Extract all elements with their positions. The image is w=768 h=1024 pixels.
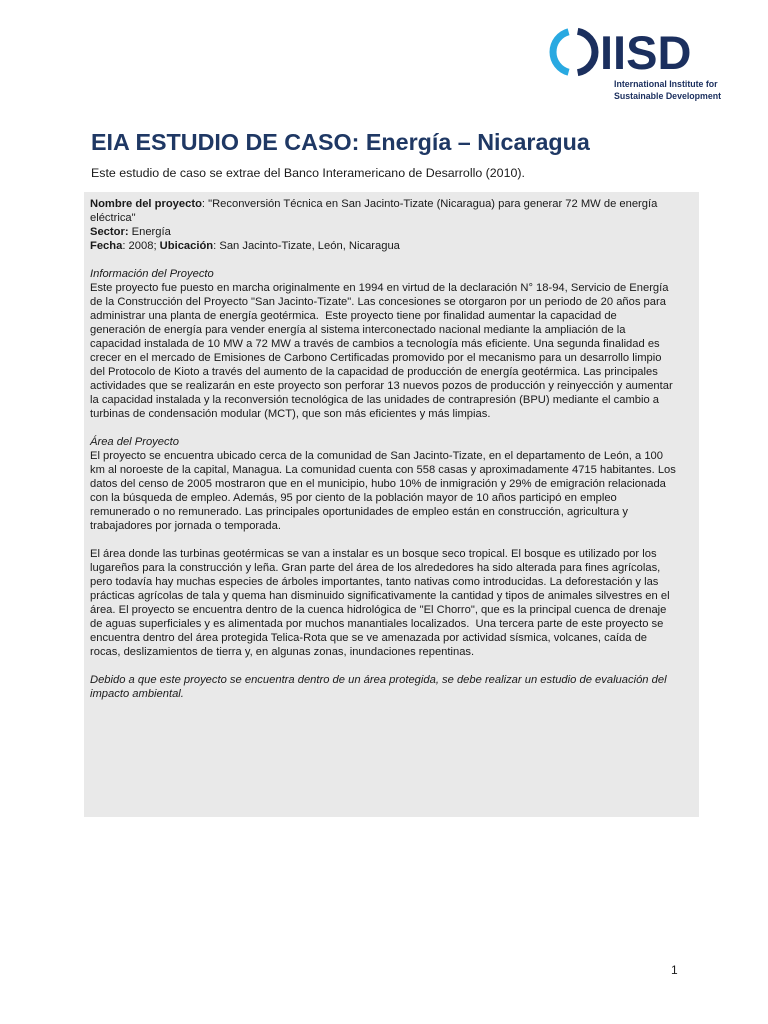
info-section-heading: Información del Proyecto [90,268,214,280]
logo-full-name [614,78,721,102]
area-paragraph-1-line: con la búsqueda de empleo. Además, 95 por ciento de la población mayor de 10 años participó en empleo [90,492,617,504]
info-paragraph-line: administrar una planta de energía geotérmica. Este proyecto tiene por finalidad aumentar la capacidad de [90,310,617,322]
page-number: 1 [671,963,678,977]
logo-ring-blue-arc [553,32,569,73]
area-paragraph-2-line: de aguas superficiales y es alimentada por muchos manantiales localizados. Una tercera parte de este proyecto se [90,618,664,630]
date-location-line [90,239,699,253]
info-paragraph-line: generación de energía para vender energía al sistema interconectado nacional mediante la ampliación de la [90,324,626,336]
location-label: Ubicación [159,240,214,252]
area-paragraph-2-line: área. El proyecto se encuentra dentro de la cuenca hidrológica de "El Chorro", que es la principal cuenca de drenaje [90,604,667,616]
project-name-value: : "Reconversión Técnica en San Jacinto-Tizate (Nicaragua) para generar 72 MW de energía [201,198,658,210]
case-study-box [84,192,699,817]
area-paragraph-1-line: trabajadores por jornada o temporada. [90,520,281,532]
blank-line [90,533,699,547]
blank-line [90,659,699,673]
blank-line [90,421,699,435]
iisd-logo [0,0,768,110]
info-paragraph-line: turbinas de condensación modular (MCT), que son más eficientes y más limpias. [90,408,491,420]
page-title: EIA ESTUDIO DE CASO: Energía – Nicaragua [91,129,590,155]
date-label: Fecha [90,240,123,252]
project-name-label: Nombre del proyecto [90,198,202,210]
area-paragraph-1-line: km al noroeste de la capital, Managua. La comunidad cuenta con 558 casas y aproximadamente 4715 habitantes. Los [90,464,676,476]
info-paragraph-line: capacidad instalada de 10 MW a 72 MW a través de cambios a tecnología más eficiente. Una segunda finalidad es [90,338,660,350]
logo-name-line-1: International Institute for [614,79,718,89]
logo-ring-navy-arc [578,31,595,72]
logo-acronym: IISD [600,26,692,79]
info-paragraph-line: actividades que se realizarán en este proyecto son perforar 13 nuevos pozos de producción y reinyección y aumentar [90,380,673,392]
info-paragraph-line: la capacidad instalada y la reconversión tecnológica de las unidades de contrapresión (BPU) mediante el cambio a [90,394,660,406]
area-paragraph-2-line: encuentra dentro del área protegida Telica-Rota que se ve amenazada por actividad sísmica, volcanes, caída de [90,632,648,644]
source-note: Este estudio de caso se extrae del Banco Interamericano de Desarrollo (2010). [91,166,525,180]
area-paragraph-1-line: datos del censo de 2005 mostraron que en el municipio, hubo 10% de inmigración y 29% de emigración relacionada [90,478,666,490]
area-paragraph-2-line: lugareños para la construcción y leña. Gran parte del área de los alrededores ha sido alterada para fines agrícolas, [90,562,661,574]
sector-value: Energía [128,226,171,238]
project-name-line [90,197,699,211]
project-name-continuation: eléctrica" [90,212,136,224]
area-paragraph-2-line: El área donde las turbinas geotérmicas se van a instalar es un bosque seco tropical. El bosque es utilizado por los [90,548,657,560]
area-paragraph-2-line: pero todavía hay muchas especies de árboles importantes, tanto nativas como introducidas. La deforestación y las [90,576,659,588]
info-paragraph-line: Este proyecto fue puesto en marcha originalmente en 1994 en virtud de la declaración N° 18-94, Servicio de Energía [90,282,669,294]
iisd-ring-icon [548,26,600,78]
info-paragraph-line: de la Construcción del Proyecto "San Jacinto-Tizate". Las concesiones se otorgaron por un periodo de 20 años para [90,296,666,308]
area-paragraph-1-line: remunerado o no remunerado. Las principales oportunidades de empleo están en construcción, agricultura y [90,506,628,518]
area-paragraph-2-line: prácticas agrícolas de tala y quema han disminuido significativamente la cantidad y tipos de animales silvestres en el [90,590,670,602]
logo-name-line-2: Sustainable Development [614,91,722,101]
area-paragraph-2-line: rocas, deslizamientos de tierra y, en algunas zonas, inundaciones repentinas. [90,646,475,658]
date-value: : 2008; [122,240,160,252]
sector-label: Sector: [90,226,129,238]
sector-line [90,225,699,239]
conclusion-line: impacto ambiental. [90,688,184,700]
blank-line [90,253,699,267]
location-value: : San Jacinto-Tizate, León, Nicaragua [213,240,400,252]
info-paragraph-line: del Protocolo de Kioto a través del aumento de la capacidad de producción de energía geotérmica. Las principales [90,366,658,378]
area-section-heading: Área del Proyecto [90,436,179,448]
area-paragraph-1-line: El proyecto se encuentra ubicado cerca de la comunidad de San Jacinto-Tizate, en el departamento de León, a 100 [90,450,664,462]
conclusion-line: Debido a que este proyecto se encuentra dentro de un área protegida, se debe realizar un estudio de evaluación del [90,674,667,686]
info-paragraph-line: crecer en el mercado de Emisiones de Carbono Certificadas promovido por el mecanismo para un desarrollo limpio [90,352,662,364]
